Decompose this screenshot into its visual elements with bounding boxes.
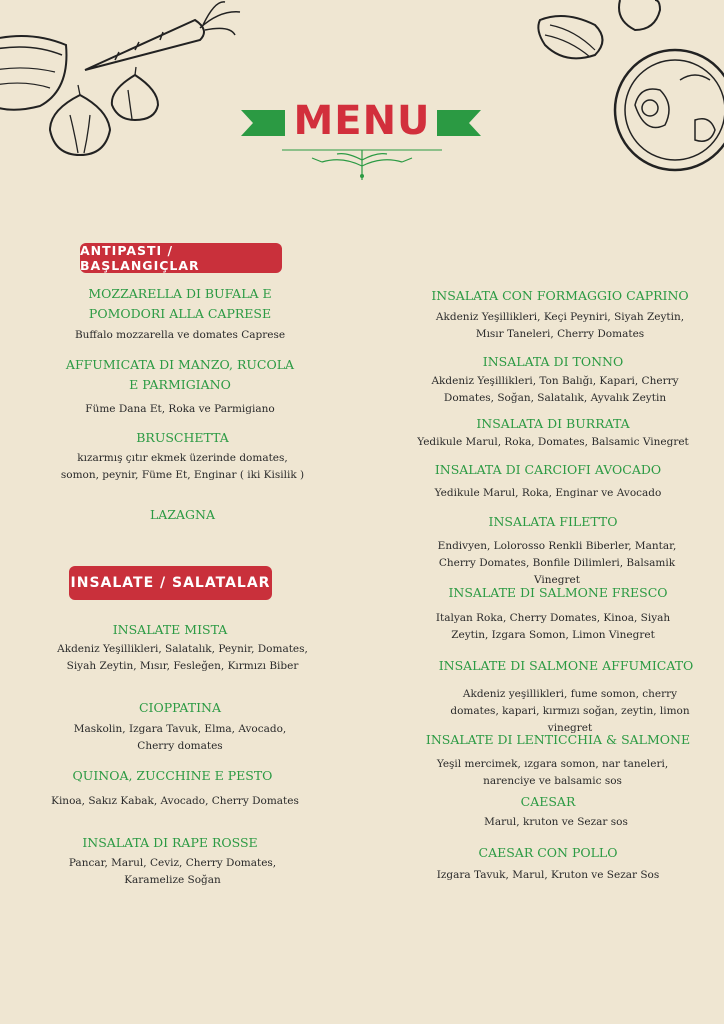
menu-item-description: Akdeniz Yeşillikleri, Ton Balığı, Kapari, Cherry Domates, Soğan, Salatalık, Ayvalık Zeytin: [431, 375, 679, 404]
menu-item-title: AFFUMICATA DI MANZO, RUCOLA E PARMIGIANO: [65, 357, 295, 392]
menu-item-title: CIOPPATINA: [138, 700, 221, 715]
menu-item-title: INSALATE DI SALMONE FRESCO: [448, 585, 668, 600]
menu-item-description: Yedikule Marul, Roka, Enginar ve Avocado: [434, 487, 662, 499]
menu-item-title: INSALATE MISTA: [112, 622, 228, 637]
menu-item-description: Akdeniz yeşillikleri, fume somon, cherry domates, kapari, kırmızı soğan, zeytin, limon vinegret: [450, 688, 690, 734]
menu-item-description: Akdeniz Yeşillikleri, Salatalık, Peynir, Domates, Siyah Zeytin, Mısır, Fesleğen, Kırmızı Biber: [57, 643, 308, 672]
menu-item-description: kızarmış çıtır ekmek üzerinde domates, somon, peynir, Füme Et, Enginar ( iki Kisilik ): [60, 452, 305, 481]
menu-item-description: Izgara Tavuk, Marul, Kruton ve Sezar Sos: [436, 869, 660, 881]
insalate-heading: INSALATE / SALATALAR: [69, 566, 272, 600]
menu-item-description: Füme Dana Et, Roka ve Parmigiano: [85, 403, 275, 415]
menu-item-description: Kinoa, Sakız Kabak, Avocado, Cherry Domates: [51, 795, 299, 807]
menu-item-description: Pancar, Marul, Ceviz, Cherry Domates, Karamelize Soğan: [68, 857, 277, 886]
menu-item-title: LAZAGNA: [150, 507, 215, 522]
menu-item-description: Akdeniz Yeşillikleri, Keçi Peyniri, Siyah Zeytin, Mısır Taneleri, Cherry Domates: [435, 311, 685, 340]
menu-item-description: Italyan Roka, Cherry Domates, Kinoa, Siyah Zeytin, Izgara Somon, Limon Vinegret: [435, 612, 671, 641]
menu-item-description: Buffalo mozzarella ve domates Caprese: [74, 329, 286, 341]
menu-item-description: Endivyen, Lolorosso Renkli Biberler, Mantar, Cherry Domates, Bonfile Dilimleri, Balsamik Vinegret: [437, 540, 677, 586]
antipasti-heading: ANTIPASTI / BAŞLANGIÇLAR: [80, 243, 282, 273]
menu-item-description: Maskolin, Izgara Tavuk, Elma, Avocado, Cherry domates: [73, 723, 287, 752]
menu-item-title: QUINOA, ZUCCHINE E PESTO: [72, 768, 273, 783]
menu-item-description: Yeşil mercimek, ızgara somon, nar taneleri, narenciye ve balsamic sos: [436, 758, 669, 787]
menu-item-title: INSALATA CON FORMAGGIO CAPRINO: [431, 288, 689, 303]
menu-item-title: INSALATA DI CARCIOFI AVOCADO: [434, 462, 662, 477]
menu-item-title: CAESAR CON POLLO: [478, 845, 618, 860]
menu-item-title: CAESAR: [520, 794, 576, 809]
menu-item-description: Yedikule Marul, Roka, Domates, Balsamic Vinegret: [417, 436, 689, 448]
page-title: MENU: [293, 98, 431, 144]
menu-item-title: INSALATA DI RAPE ROSSE: [82, 835, 258, 850]
menu-item-title: INSALATA FILETTO: [488, 514, 618, 529]
menu-item-title: INSALATA DI BURRATA: [476, 416, 630, 431]
menu-item-title: BRUSCHETTA: [136, 430, 229, 445]
menu-item-description: Marul, kruton ve Sezar sos: [484, 816, 628, 828]
menu-item-title: INSALATA DI TONNO: [482, 354, 624, 369]
menu-item-title: INSALATE DI LENTICCHIA & SALMONE: [425, 732, 691, 747]
menu-item-title: INSALATE DI SALMONE AFFUMICATO: [438, 658, 694, 673]
menu-item-title: MOZZARELLA DI BUFALA E POMODORI ALLA CAPRESE: [88, 286, 272, 321]
herb-sprig-decoration: [282, 146, 442, 182]
